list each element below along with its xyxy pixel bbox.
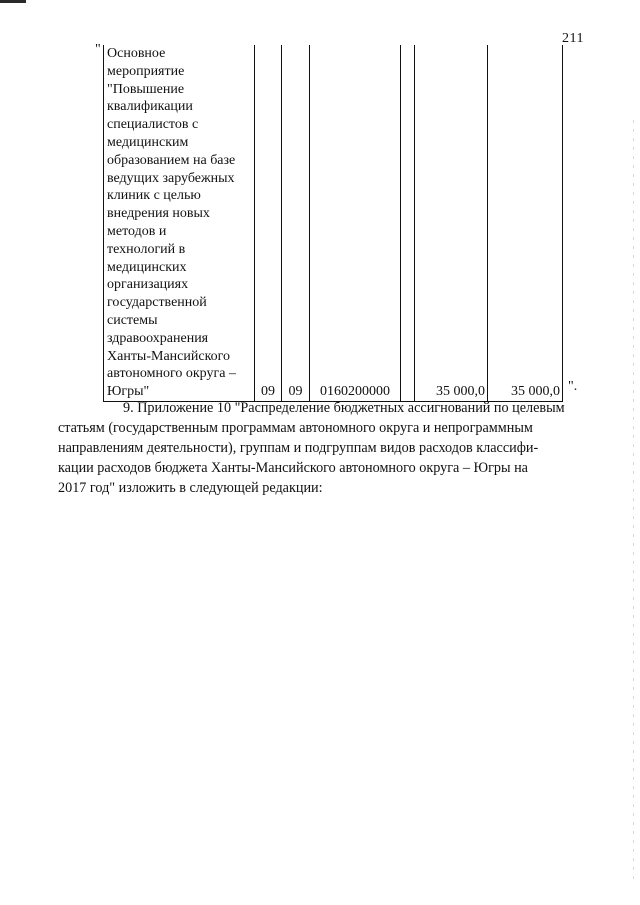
expense-type-cell: [401, 45, 415, 401]
expense-name-line: "Повышение: [107, 81, 185, 97]
paragraph-line: 2017 год" изложить в следующей редакции:: [58, 480, 323, 496]
paragraph-line: кации расходов бюджета Ханты-Мансийского автономного округа – Югры на: [58, 460, 528, 476]
budget-table: [103, 45, 563, 402]
expense-name-line: Югры": [107, 384, 150, 400]
page-number: 211: [562, 31, 584, 46]
expense-name-line: автономного округа –: [107, 366, 236, 382]
expense-name-line: методов и: [107, 223, 167, 239]
target-article-cell: 0160200000: [310, 45, 401, 401]
expense-name-cell: [104, 45, 255, 401]
table-close-quote: ".: [568, 379, 578, 394]
table-open-quote: ": [95, 42, 101, 57]
amount-cell-1: 35 000,0: [415, 45, 488, 401]
expense-name-line: медицинских: [107, 259, 187, 275]
scan-artifact-mark: [0, 0, 26, 3]
expense-name-line: мероприятие: [107, 63, 185, 79]
expense-name-line: Основное: [107, 46, 166, 61]
expense-name-line: ведущих зарубежных: [107, 170, 235, 186]
expense-name-line: здравоохранения: [107, 330, 209, 346]
section-cell: 09: [255, 45, 282, 401]
paragraph-line: 9. Приложение 10 "Распределение бюджетных ассигнований по целевым: [123, 400, 565, 416]
paragraph-line: направлениям деятельности), группам и подгруппам видов расходов классифи-: [58, 440, 539, 456]
expense-name-line: клиник с целью: [107, 188, 201, 204]
subsection-cell: 09: [282, 45, 310, 401]
expense-name-line: Ханты-Мансийского: [107, 348, 231, 364]
expense-name-line: системы: [107, 312, 158, 328]
expense-name-line: специалистов с: [107, 117, 199, 133]
paragraph-line: статьям (государственным программам автономного округа и непрограммным: [58, 420, 533, 436]
amendment-paragraph: [58, 398, 588, 498]
expense-name-line: организациях: [107, 277, 189, 293]
expense-name-line: квалификации: [107, 99, 193, 115]
expense-name-line: технологий в: [107, 241, 186, 257]
expense-name-line: внедрения новых: [107, 206, 210, 222]
expense-name-line: образованием на базе: [107, 152, 236, 168]
expense-name-line: государственной: [107, 295, 207, 311]
amount-cell-2: 35 000,0: [488, 45, 563, 401]
expense-name-line: медицинским: [107, 134, 189, 150]
scan-artifact-edge: [633, 120, 634, 880]
table-row: [104, 45, 563, 401]
